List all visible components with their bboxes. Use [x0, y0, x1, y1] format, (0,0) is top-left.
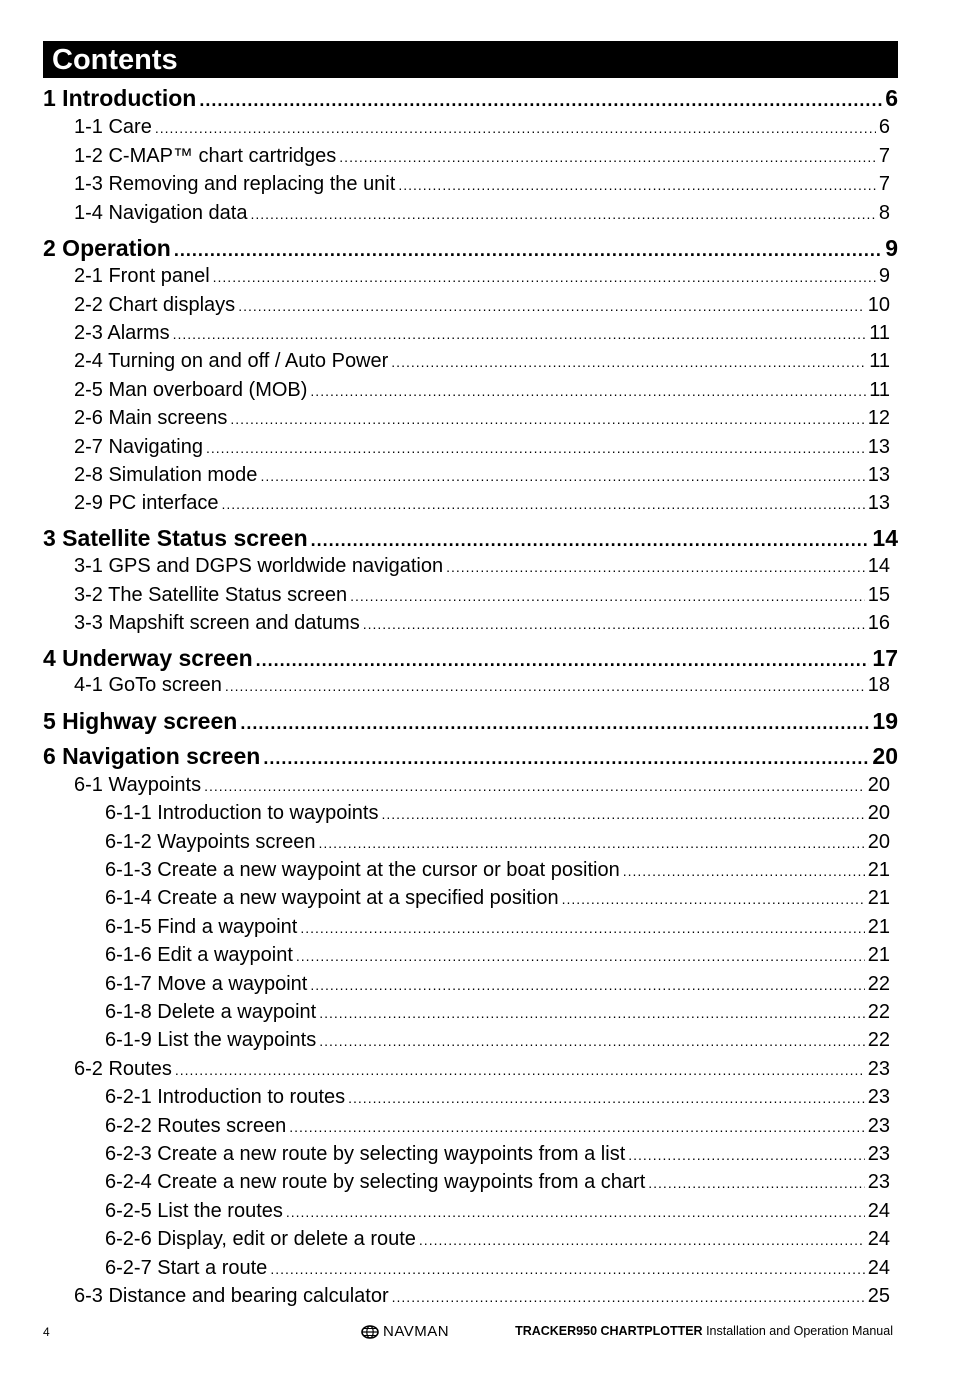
- toc-subsection: [74, 1058, 890, 1081]
- dot-leader: [222, 496, 865, 512]
- toc-entry-title: 6-2 Routes: [74, 1058, 172, 1080]
- dot-leader: [318, 835, 864, 851]
- toc-entry-title: 1-2 C-MAP™ chart cartridges: [74, 145, 337, 167]
- dot-leader: [225, 678, 865, 694]
- toc-entry-page: 20: [872, 743, 898, 769]
- toc-entry-title: 2-9 PC interface: [74, 492, 219, 514]
- toc-entry-page: 11: [869, 350, 890, 372]
- dot-leader: [311, 530, 870, 551]
- toc-subsection: [74, 265, 890, 288]
- toc-entry-title: 6-1-9 List the waypoints: [105, 1029, 317, 1051]
- toc-entry-page: 22: [867, 1029, 890, 1051]
- dot-leader: [398, 177, 876, 193]
- toc-subsubsection: [105, 859, 890, 882]
- toc-subsection: [74, 774, 890, 797]
- toc-entry-title: 6-1-6 Edit a waypoint: [105, 944, 293, 966]
- toc-section: [43, 525, 898, 552]
- toc-subsubsection: [105, 1086, 890, 1109]
- toc-entry-page: 22: [867, 973, 890, 995]
- toc-entry-title: 2-6 Main screens: [74, 407, 228, 429]
- dot-leader: [213, 269, 876, 285]
- toc-entry-page: 20: [867, 802, 890, 824]
- toc-entry-page: 13: [867, 436, 890, 458]
- toc-entry-page: 20: [867, 774, 890, 796]
- toc-entry-title: 6-1-7 Move a waypoint: [105, 973, 308, 995]
- toc-entry-page: 11: [869, 379, 890, 401]
- toc-entry-title: 6-3 Distance and bearing calculator: [74, 1285, 389, 1307]
- toc-subsection: [74, 464, 890, 487]
- dot-leader: [155, 120, 876, 136]
- toc-entry-page: 24: [867, 1228, 890, 1250]
- toc-entry-title: 4-1 GoTo screen: [74, 674, 222, 696]
- dot-leader: [230, 411, 864, 427]
- dot-leader: [310, 977, 864, 993]
- dot-leader: [562, 891, 865, 907]
- toc-entry-title: 6-2-6 Display, edit or delete a route: [105, 1228, 416, 1250]
- toc-entry-title: 5 Highway screen: [43, 708, 238, 734]
- dot-leader: [348, 1090, 865, 1106]
- toc-entry-page: 16: [867, 612, 890, 634]
- toc-subsection: [74, 350, 890, 373]
- product-name: TRACKER950 CHARTPLOTTER: [515, 1324, 703, 1338]
- toc-entry-page: 17: [872, 645, 898, 671]
- dot-leader: [446, 559, 865, 575]
- dot-leader: [382, 806, 865, 822]
- toc-entry-page: 14: [872, 525, 898, 551]
- dot-leader: [391, 354, 866, 370]
- toc-subsection: [74, 436, 890, 459]
- toc-entry-title: 6-1 Waypoints: [74, 774, 202, 796]
- dot-leader: [648, 1175, 864, 1191]
- toc-subsection: [74, 674, 890, 697]
- page-number: 4: [43, 1325, 50, 1339]
- toc-entry-page: 7: [878, 145, 890, 167]
- toc-subsection: [74, 294, 890, 317]
- toc-entry-page: 22: [867, 1001, 890, 1023]
- toc-entry-page: 12: [867, 407, 890, 429]
- toc-entry-title: 6-2-7 Start a route: [105, 1257, 268, 1279]
- toc-entry-page: 6: [878, 116, 890, 138]
- toc-subsection: [74, 202, 890, 225]
- dot-leader: [300, 920, 864, 936]
- toc-entry-title: 6-2-2 Routes screen: [105, 1115, 287, 1137]
- toc-section: [43, 235, 898, 262]
- dot-leader: [206, 440, 865, 456]
- dot-leader: [238, 298, 865, 314]
- dot-leader: [310, 383, 866, 399]
- dot-leader: [175, 1062, 865, 1078]
- manual-name: Installation and Operation Manual: [706, 1324, 893, 1338]
- toc-entry-title: 1 Introduction: [43, 85, 197, 111]
- toc-subsubsection: [105, 1171, 890, 1194]
- toc-entry-title: 6-1-5 Find a waypoint: [105, 916, 298, 938]
- toc-entry-page: 21: [867, 859, 890, 881]
- toc-subsection: [74, 492, 890, 515]
- page-title: Contents: [52, 44, 178, 76]
- navman-globe-icon: [361, 1325, 379, 1339]
- toc-subsection: [74, 612, 890, 635]
- toc-entry-title: 6-1-2 Waypoints screen: [105, 831, 316, 853]
- toc-subsection: [74, 1285, 890, 1308]
- toc-subsection: [74, 145, 890, 168]
- toc-entry-page: 23: [867, 1115, 890, 1137]
- toc-section: [43, 743, 898, 770]
- toc-entry-title: 6-2-4 Create a new route by selecting waypoints from a chart: [105, 1171, 646, 1193]
- dot-leader: [296, 948, 865, 964]
- toc-section: [43, 645, 898, 672]
- toc-entry-title: 3-3 Mapshift screen and datums: [74, 612, 360, 634]
- toc-entry-title: 2 Operation: [43, 235, 171, 261]
- toc-subsection: [74, 555, 890, 578]
- toc-entry-page: 9: [885, 235, 898, 261]
- dot-leader: [174, 240, 882, 261]
- toc-entry-title: 2-1 Front panel: [74, 265, 210, 287]
- toc-entry-page: 15: [867, 584, 890, 606]
- toc-entry-title: 2-8 Simulation mode: [74, 464, 258, 486]
- toc-entry-page: 14: [867, 555, 890, 577]
- toc-entry-title: 6-2-3 Create a new route by selecting waypoints from a list: [105, 1143, 626, 1165]
- dot-leader: [250, 206, 875, 222]
- toc-subsection: [74, 584, 890, 607]
- toc-subsubsection: [105, 1143, 890, 1166]
- toc-subsubsection: [105, 973, 890, 996]
- toc-entry-page: 13: [867, 464, 890, 486]
- toc-subsubsection: [105, 944, 890, 967]
- toc-entry-title: 6-1-1 Introduction to waypoints: [105, 802, 379, 824]
- dot-leader: [270, 1261, 864, 1277]
- toc-entry-title: 3 Satellite Status screen: [43, 525, 308, 551]
- dot-leader: [240, 713, 869, 734]
- toc-entry-title: 6-1-4 Create a new waypoint at a specified position: [105, 887, 559, 909]
- toc-entry-title: 6-2-1 Introduction to routes: [105, 1086, 346, 1108]
- toc-subsubsection: [105, 802, 890, 825]
- toc-subsubsection: [105, 887, 890, 910]
- toc-subsection: [74, 173, 890, 196]
- toc-entry-title: 6-2-5 List the routes: [105, 1200, 283, 1222]
- toc-subsubsection: [105, 1200, 890, 1223]
- toc-section: [43, 85, 898, 112]
- dot-leader: [319, 1005, 865, 1021]
- dot-leader: [199, 90, 882, 111]
- dot-leader: [392, 1289, 865, 1305]
- toc-subsubsection: [105, 1029, 890, 1052]
- dot-leader: [173, 326, 867, 342]
- toc-entry-title: 1-4 Navigation data: [74, 202, 248, 224]
- toc-entry-title: 2-3 Alarms: [74, 322, 170, 344]
- toc-entry-page: 18: [867, 674, 890, 696]
- toc-subsection: [74, 379, 890, 402]
- dot-leader: [419, 1232, 865, 1248]
- toc-entry-page: 24: [867, 1200, 890, 1222]
- toc-entry-page: 23: [867, 1171, 890, 1193]
- toc-entry-title: 6 Navigation screen: [43, 743, 261, 769]
- toc-subsubsection: [105, 1228, 890, 1251]
- toc-entry-title: 2-5 Man overboard (MOB): [74, 379, 308, 401]
- toc-entry-page: 25: [867, 1285, 890, 1307]
- dot-leader: [260, 468, 864, 484]
- toc-entry-title: 3-2 The Satellite Status screen: [74, 584, 348, 606]
- toc-section: [43, 708, 898, 735]
- toc-entry-page: 20: [867, 831, 890, 853]
- toc-entry-page: 23: [867, 1143, 890, 1165]
- toc-entry-page: 8: [878, 202, 890, 224]
- toc-entry-title: 2-2 Chart displays: [74, 294, 236, 316]
- dot-leader: [623, 863, 865, 879]
- toc-subsubsection: [105, 1001, 890, 1024]
- toc-entry-title: 2-7 Navigating: [74, 436, 203, 458]
- toc-entry-title: 6-1-3 Create a new waypoint at the cursor or boat position: [105, 859, 620, 881]
- toc-entry-page: 6: [885, 85, 898, 111]
- toc-subsection: [74, 116, 890, 139]
- toc-entry-title: 4 Underway screen: [43, 645, 253, 671]
- toc-subsubsection: [105, 1257, 890, 1280]
- toc-entry-page: 11: [869, 322, 890, 344]
- dot-leader: [319, 1033, 865, 1049]
- toc-entry-page: 21: [867, 944, 890, 966]
- toc-entry-page: 9: [878, 265, 890, 287]
- dot-leader: [204, 778, 865, 794]
- toc-entry-title: 2-4 Turning on and off / Auto Power: [74, 350, 389, 372]
- toc-entry-page: 7: [878, 173, 890, 195]
- dot-leader: [628, 1147, 865, 1163]
- toc-subsubsection: [105, 916, 890, 939]
- dot-leader: [263, 748, 869, 769]
- toc-entry-page: 24: [867, 1257, 890, 1279]
- toc-entry-page: 19: [872, 708, 898, 734]
- toc-entry-page: 13: [867, 492, 890, 514]
- dot-leader: [339, 149, 876, 165]
- toc-entry-page: 23: [867, 1086, 890, 1108]
- dot-leader: [286, 1204, 865, 1220]
- toc-entry-title: 3-1 GPS and DGPS worldwide navigation: [74, 555, 444, 577]
- toc-entry-title: 1-1 Care: [74, 116, 152, 138]
- toc-entry-page: 10: [867, 294, 890, 316]
- toc-entry-page: 21: [867, 916, 890, 938]
- dot-leader: [256, 650, 870, 671]
- toc-entry-page: 23: [867, 1058, 890, 1080]
- navman-logo: [361, 1323, 449, 1340]
- toc-subsection: [74, 407, 890, 430]
- logo-wordmark: NAVMAN: [383, 1323, 450, 1340]
- toc-subsubsection: [105, 831, 890, 854]
- toc-entry-title: 1-3 Removing and replacing the unit: [74, 173, 396, 195]
- toc-entry-page: 21: [867, 887, 890, 909]
- dot-leader: [350, 588, 865, 604]
- dot-leader: [363, 616, 865, 632]
- footer-title: [515, 1324, 893, 1338]
- dot-leader: [289, 1119, 865, 1135]
- toc-subsection: [74, 322, 890, 345]
- toc-subsubsection: [105, 1115, 890, 1138]
- toc-entry-title: 6-1-8 Delete a waypoint: [105, 1001, 317, 1023]
